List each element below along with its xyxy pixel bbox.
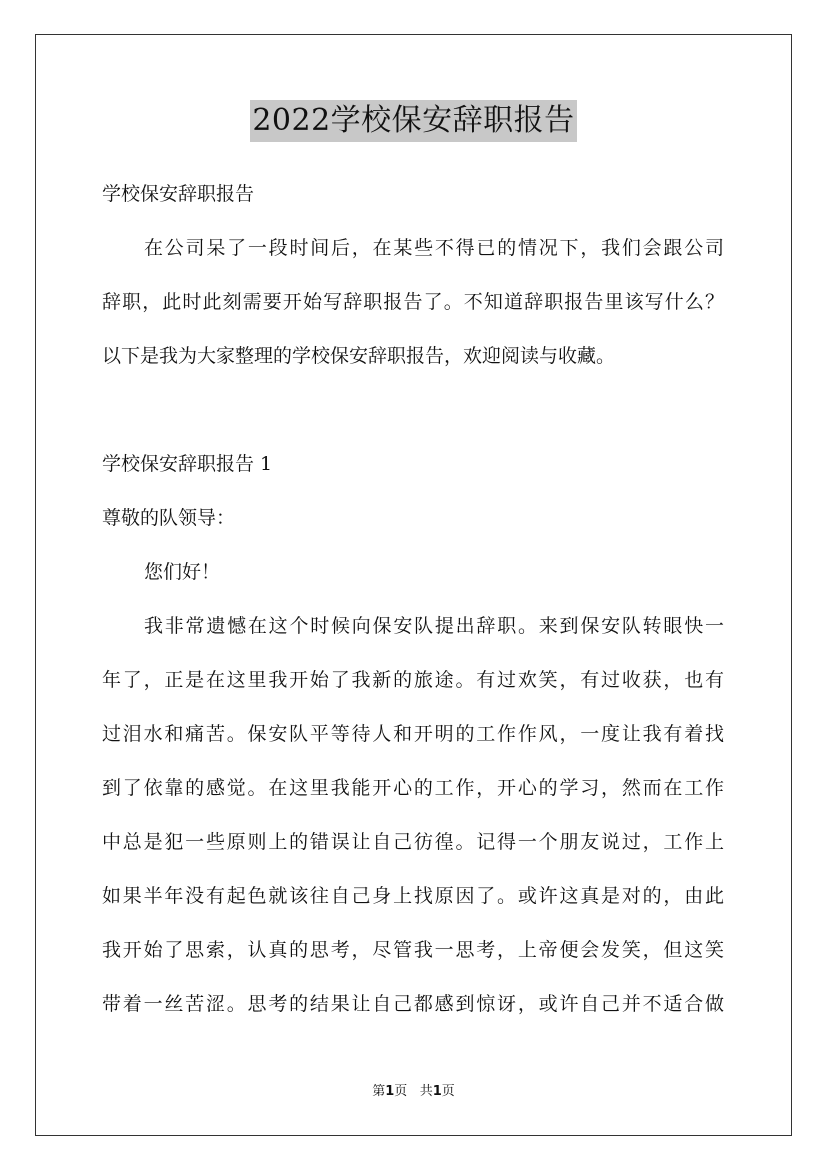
total-label-prefix: 共 — [419, 1084, 433, 1099]
body-line: 到了依靠的感觉。在这里我能开心的工作，开心的学习，然而在工作 — [102, 777, 724, 799]
body-line: 带着一丝苦涩。思考的结果让自己都感到惊讶，或许自己并不适合做 — [102, 993, 724, 1015]
salutation: 尊敬的队领导： — [102, 507, 236, 529]
document-title: 2022学校保安辞职报告 — [250, 100, 576, 142]
page-number: 1 — [385, 1084, 395, 1099]
total-pages: 1 — [432, 1084, 442, 1099]
document-title-block — [0, 100, 827, 142]
intro-line: 以下是我为大家整理的学校保安辞职报告，欢迎阅读与收藏。 — [102, 345, 616, 367]
greeting: 您们好！ — [144, 561, 221, 583]
body-line: 中总是犯一些原则上的错误让自己彷徨。记得一个朋友说过，工作上 — [102, 831, 724, 853]
body-line: 我非常遗憾在这个时候向保安队提出辞职。来到保安队转眼快一 — [144, 615, 724, 637]
body-line: 如果半年没有起色就该往自己身上找原因了。或许这真是对的，由此 — [102, 885, 724, 907]
total-label-suffix: 页 — [441, 1084, 455, 1099]
page-label-suffix: 页 — [394, 1084, 408, 1099]
page-footer — [0, 1083, 827, 1101]
intro-line: 辞职，此时此刻需要开始写辞职报告了。不知道辞职报告里该写什么？ — [102, 291, 724, 313]
section-heading: 学校保安辞职报告 1 — [102, 453, 273, 475]
document-subtitle: 学校保安辞职报告 — [102, 183, 255, 205]
body-line: 过泪水和痛苦。保安队平等待人和开明的工作作风，一度让我有着找 — [102, 723, 724, 745]
body-line: 我开始了思索，认真的思考，尽管我一思考，上帝便会发笑，但这笑 — [102, 939, 724, 961]
page-label-prefix: 第 — [372, 1084, 386, 1099]
intro-line: 在公司呆了一段时间后，在某些不得已的情况下，我们会跟公司 — [144, 237, 724, 259]
body-line: 年了，正是在这里我开始了我新的旅途。有过欢笑，有过收获，也有 — [102, 669, 724, 691]
